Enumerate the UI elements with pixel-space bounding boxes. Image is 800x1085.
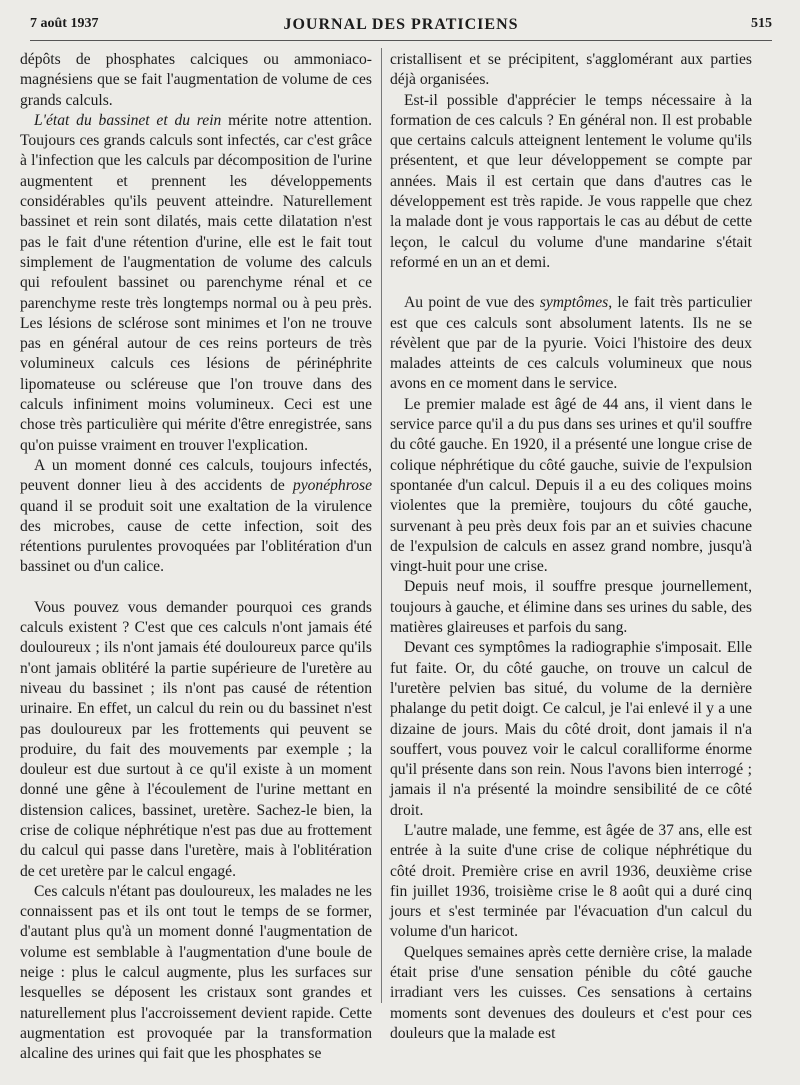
section-gap [390,273,752,293]
paragraph-text: Au point de vue des [404,294,540,312]
left-column [20,50,372,1065]
issue-date: 7 août 1937 [30,16,99,31]
column-divider [381,48,382,1003]
paragraph: dépôts de phosphates calciques ou ammoniaco-magnésiens que se fait l'augmentation de volume de ces grands calculs. [20,51,372,109]
paragraph [390,293,752,394]
running-header [30,14,772,41]
paragraph: Ces calculs n'étant pas douloureux, les malades ne les connaissent pas et ils ont tout le temps de se former, d'autant plus qu'à un moment donné l'augmentation de volume est semblable à l'augmentation d'une boule de neige : plus le calcul augmente, plus les surfaces sur lesquelles se déposent les cristaux sont grandes et naturellement plus l'accroissement devient rapide. Cette augmentation est provoquée par la transformation alcaline des urines qui fait que les phosphates se [20,882,372,1063]
paragraph: L'autre malade, une femme, est âgée de 37 ans, elle est entrée à la suite d'une crise de colique néphrétique du côté droit. Première crise en avril 1936, deuxième crise fin juillet 1936, troisième crise le 8 août qui a duré cinq jours et s'est terminée par l'évacuation d'un calcul du volume d'un haricot. [390,821,752,941]
paragraph: cristallisent et se précipitent, s'agglomérant aux parties déjà organisées. [390,51,752,89]
paragraph: Vous pouvez vous demander pourquoi ces grands calculs existent ? C'est que ces calculs n'ont jamais été douloureux ; ils n'ont jamais été douloureux parce qu'ils n'ont jamais oblitéré la partie supérieure de l'uretère au niveau du bassinet ; ils n'ont pas causé de rétention urinaire. En effet, un calcul du rein ou du bassinet n'est pas douloureux par les frottements qui peuvent se produire, du fait des mouvements par exemple ; la douleur est due surtout à ce qu'il existe à un moment donné une gêne à l'écoulement de l'urine mettant en distension calices, bassinet, uretère. Sachez-le bien, la crise de colique néphrétique n'est pas due au frottement du calcul qui passe dans l'uretère, mais à l'oblitération de cet uretère par le calcul engagé. [20,598,372,880]
section-gap [20,578,372,598]
paragraph: Depuis neuf mois, il souffre presque journellement, toujours à gauche, et élimine dans ses urines du sable, des matières glaireuses et parfois du sang. [390,578,752,637]
paragraph: Est-il possible d'apprécier le temps nécessaire à la formation de ces calculs ? En général non. Il est probable que certains calculs atteignent lentement le volume qu'ils présentent, et que leur développement se compte par années. Mais il est certain que dans d'autres cas le développement est très rapide. Je vous rappelle que chez la malade dont je vous rapportais le cas au début de cette leçon, le calcul du volume d'une mandarine s'était reformé en un an et demi. [390,91,752,271]
paragraph-text: , le fait très particulier est que ces calculs sont absolument latents. Ils ne se révèlent que par de la pyurie. Voici l'histoire des deux malades atteints de ces calculs volumineux que nous avons en ce moment dans le service. [390,294,752,393]
paragraph: Quelques semaines après cette dernière crise, la malade était prise d'une sensation pénible du côté gauche irradiant vers les cuisses. Ces sensations à certains moments sont devenues des douleurs et c'est pour ces douleurs que la malade est [390,943,752,1042]
italic-term: pyonéphrose [292,477,372,495]
journal-title: JOURNAL DES PRATICIENS [283,16,519,33]
page-number: 515 [751,16,772,31]
right-column [390,50,752,1044]
italic-heading: L'état du bassinet et du rein [34,111,222,129]
paragraph: Devant ces symptômes la radiographie s'imposait. Elle fut faite. Or, du côté gauche, on trouve un calcul de l'uretère pelvien bas situé, du volume de la dernière phalange du petit doigt. Ce calcul, je l'ai enlevé il y a une dizaine de jours. Mais du côté droit, dont jamais il n'a souffert, vous pouvez voir le calcul coralliforme énorme qu'il présente dans son rein. Nous l'avons bien interrogé ; jamais il n'a présenté la moindre sensibilité de ce côté droit. [390,639,752,819]
paragraph-text: mérite notre attention. Toujours ces grands calculs sont infectés, car c'est grâce à l'infection que les calculs par décomposition de l'urine augmentent et prennent les développements considérables qu'ils peuvent atteindre. Naturellement bassinet et rein sont dilatés, mais cette dilatation n'est pas le fait d'une rétention d'urine, elle est le fait tout simplement de l'augmentation de volume des calculs qui refoulent bassinet ou parenchyme rénal et ce parenchyme reste très longtemps normal ou à peu près. Les lésions de sclérose sont minimes et l'on ne trouve pas en général autour de ces reins porteurs de très volumineux calculs ces lésions de périnéphrite lipomateuse ou scléreuse que l'on trouve dans des calculs infiniment moins volumineux. Ceci est une chose très particulière qui mérite d'être enregistrée, sans qu'on puisse vraiment en trouver l'explication. [20,111,372,454]
paragraph [20,111,372,456]
paragraph-text: A un moment donné ces calculs, toujours infectés, peuvent donner lieu à des accidents de [20,456,372,495]
paragraph [20,456,372,578]
italic-term: symptômes [539,294,609,312]
paragraph: Le premier malade est âgé de 44 ans, il vient dans le service parce qu'il a du pus dans ses urines et qu'il souffre du côté gauche. En 1920, il a présenté une longue crise de colique néphrétique du côté gauche, suivie de l'expulsion spontanée d'un calcul. Depuis il a eu des coliques moins violentes que la première, toujours du côté gauche, survenant à peu près deux fois par an et suivies chacune de l'expulsion de calculs en assez grand nombre, jusqu'à vingt-huit pour une crise. [390,395,752,576]
paragraph-text: quand il se produit soit une exaltation de la virulence des microbes, cause de cette infection, soit des rétentions purulentes provoquées par l'oblitération d'un bassinet ou d'un calice. [20,497,372,576]
